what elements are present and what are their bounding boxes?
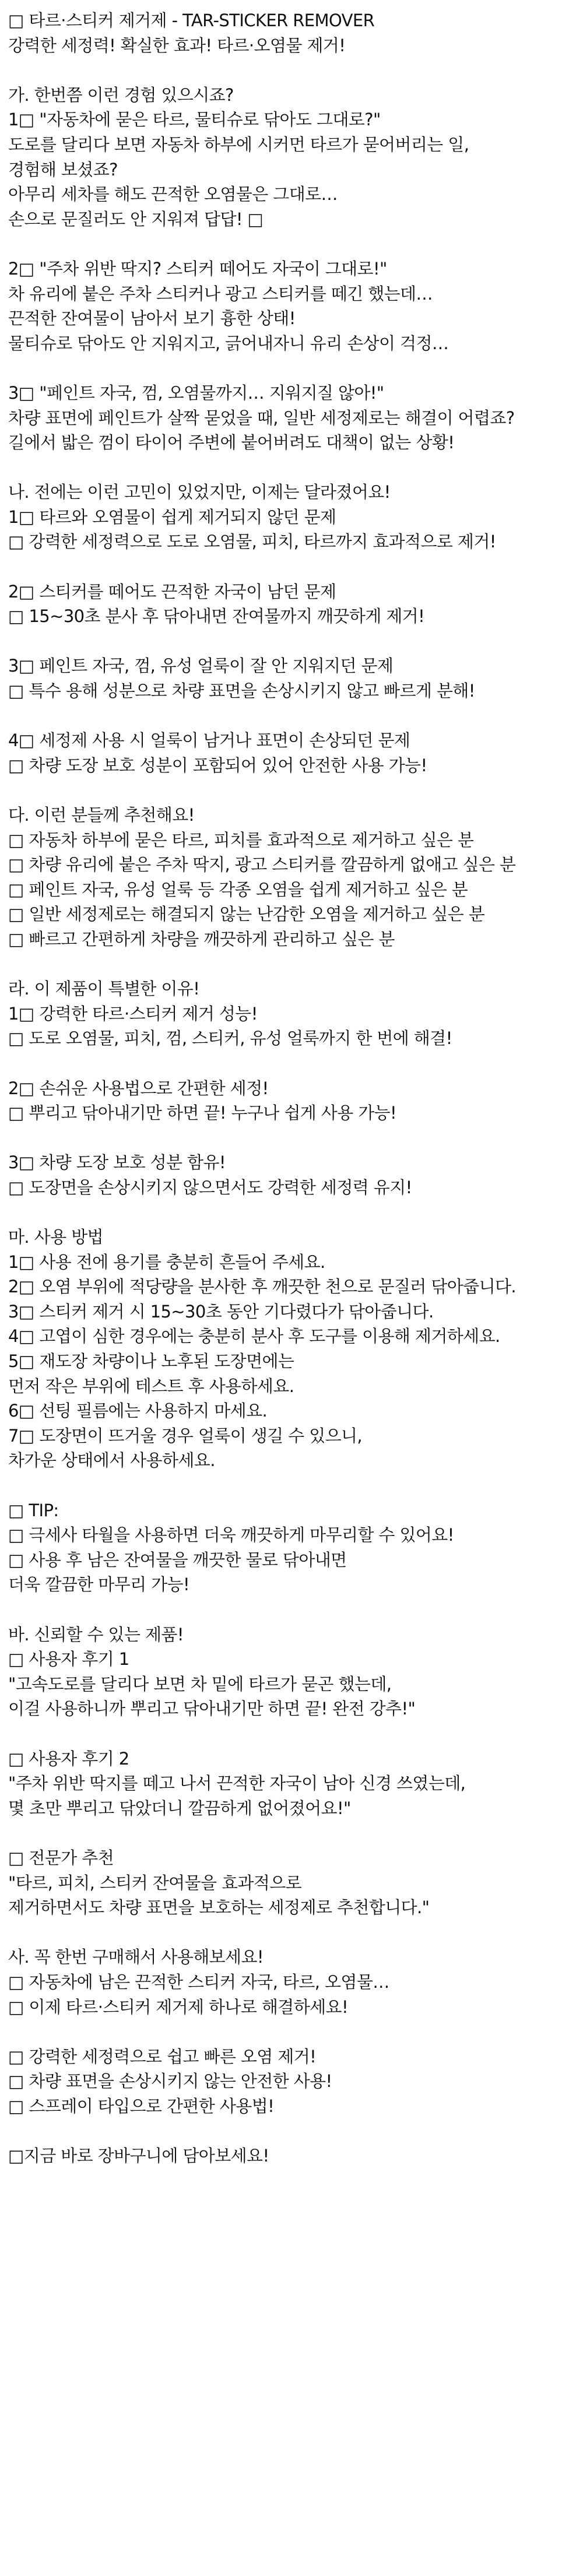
text-line: 1□ "자동차에 묻은 타르, 물티슈로 닦아도 그대로?" (8, 110, 381, 130)
blank-line (8, 1051, 583, 1076)
blank-line (8, 952, 583, 977)
text-line: 몇 초만 뿌리고 닦았더니 깔끔하게 없어졌어요!" (8, 1798, 351, 1818)
text-line: □ 차량 도장 보호 성분이 포함되어 있어 안전한 사용 가능! (8, 755, 427, 775)
text-line: 7□ 도장면이 뜨거울 경우 얼룩이 생길 수 있으니, (8, 1425, 363, 1446)
text-line: 1□ 사용 전에 용기를 충분히 흔들어 주세요. (8, 1252, 325, 1272)
text-line: 먼저 작은 부위에 테스트 후 사용하세요. (8, 1376, 294, 1396)
text-line: 이걸 사용하니까 뿌리고 닦아내기만 하면 끝! 완전 강추!" (8, 1699, 416, 1719)
text-line: 끈적한 잔여물이 남아서 보기 흉한 상태! (8, 308, 296, 329)
text-line: 나. 전에는 이런 고민이 있었지만, 이제는 달라졌어요! (8, 482, 391, 502)
blank-line (8, 455, 583, 480)
blank-line (8, 1126, 583, 1151)
text-line: 차가운 상태에서 사용하세요. (8, 1450, 215, 1471)
text-line: □ 일반 세정제로는 해결되지 않는 난감한 오염을 제거하고 싶은 분 (8, 904, 485, 925)
text-line: □ 스프레이 타입으로 간편한 사용법! (8, 2096, 275, 2116)
blank-line (8, 778, 583, 803)
text-line: 차량 표면에 페인트가 살짝 묻었을 때, 일반 세정제로는 해결이 어렵죠? (8, 407, 515, 428)
text-line: 3□ "페인트 자국, 껌, 오염물까지… 지워지질 않아!" (8, 382, 384, 403)
text-line: 제거하면서도 차량 표면을 보호하는 세정제로 추천합니다." (8, 1897, 430, 1918)
text-line: 2□ "주차 위반 딱지? 스티커 떼어도 자국이 그대로!" (8, 258, 387, 279)
text-line: "타르, 피치, 스티커 잔여물을 효과적으로 (8, 1872, 302, 1893)
text-line: 마. 사용 방법 (8, 1227, 103, 1247)
text-line: 1□ 타르와 오염물이 쉽게 제거되지 않던 문제 (8, 507, 336, 527)
text-line: 다. 이런 분들께 추천해요! (8, 805, 195, 825)
text-line: □ 페인트 자국, 유성 얼룩 등 각종 오염을 쉽게 제거하고 싶은 분 (8, 879, 468, 899)
text-line: 4□ 세정제 사용 시 얼룩이 남거나 표면이 손상되던 문제 (8, 730, 410, 751)
text-line: □ 자동차 하부에 묻은 타르, 피치를 효과적으로 제거하고 싶은 분 (8, 830, 474, 850)
text-line: □ 도장면을 손상시키지 않으면서도 강력한 세정력 유지! (8, 1177, 412, 1197)
text-line: □ 강력한 세정력으로 도로 오염물, 피치, 타르까지 효과적으로 제거! (8, 532, 496, 552)
blank-line (8, 1597, 583, 1622)
text-line: □ 차량 유리에 붙은 주차 딱지, 광고 스티커를 깔끔하게 없애고 싶은 분 (8, 855, 516, 875)
text-line: 사. 꼭 한번 구매해서 사용해보세요! (8, 1947, 264, 1967)
text-line: □ 도로 오염물, 피치, 껌, 스티커, 유성 얼룩까지 한 번에 해결! (8, 1028, 452, 1049)
text-line: 2□ 스티커를 떼어도 끈적한 자국이 남던 문제 (8, 581, 336, 602)
blank-line (8, 356, 583, 381)
text-line: 도로를 달리다 보면 자동차 하부에 시커먼 타르가 묻어버리는 일, (8, 134, 469, 154)
blank-line (8, 1821, 583, 1846)
text-line: □ 차량 표면을 손상시키지 않는 안전한 사용! (8, 2071, 332, 2092)
text-line: 바. 신뢰할 수 있는 제품! (8, 1624, 184, 1644)
text-line: 아무리 세차를 해도 끈적한 오염물은 그대로… (8, 184, 338, 205)
text-line: □ 자동차에 남은 끈적한 스티커 자국, 타르, 오염물… (8, 1971, 389, 1992)
text-line: □ 전문가 추천 (8, 1847, 114, 1868)
blank-line (8, 629, 583, 654)
text-line: 3□ 차량 도장 보호 성분 함유! (8, 1152, 226, 1173)
text-line: □ 빠르고 간편하게 차량을 깨끗하게 관리하고 싶은 분 (8, 929, 395, 949)
text-line: 4□ 고엽이 심한 경우에는 충분히 분사 후 도구를 이용해 제거하세요. (8, 1326, 500, 1347)
text-line: 손으로 문질러도 안 지워져 답답! □ (8, 209, 264, 229)
text-line: 6□ 선팅 필름에는 사용하지 마세요. (8, 1401, 268, 1421)
blank-line (8, 1920, 583, 1945)
text-line: 강력한 세정력! 확실한 효과! 타르·오염물 제거! (8, 35, 346, 55)
text-line: 5□ 재도장 차량이나 노후된 도장면에는 (8, 1351, 294, 1372)
blank-line (8, 554, 583, 579)
text-line: 물티슈로 닦아도 안 지워지고, 긁어내자니 유리 손상이 걱정… (8, 333, 449, 353)
blank-line (8, 704, 583, 729)
text-line: □ 타르·스티커 제거제 - TAR-STICKER REMOVER (8, 10, 375, 30)
text-line: □ 뿌리고 닦아내기만 하면 끝! 누구나 쉽게 사용 가능! (8, 1103, 397, 1123)
text-line: "고속도로를 달리다 보면 차 밑에 타르가 묻곤 했는데, (8, 1674, 392, 1694)
text-line: □ 극세사 타월을 사용하면 더욱 깨끗하게 마무리할 수 있어요! (8, 1525, 454, 1545)
blank-line (8, 2118, 583, 2143)
text-line: 3□ 스티커 제거 시 15~30초 동안 기다렸다가 닦아줍니다. (8, 1301, 434, 1322)
blank-line (8, 58, 583, 83)
blank-line (8, 1473, 583, 1498)
blank-line (8, 2019, 583, 2044)
text-line: 더욱 깔끔한 마무리 가능! (8, 1575, 190, 1595)
text-line: □ TIP: (8, 1500, 59, 1520)
text-line: 3□ 페인트 자국, 껌, 유성 얼룩이 잘 안 지워지던 문제 (8, 656, 394, 676)
text-line: 길에서 밟은 껌이 타이어 주변에 붙어버려도 대책이 없는 상황! (8, 433, 455, 453)
text-line: "주차 위반 딱지를 떼고 나서 끈적한 자국이 남아 신경 쓰였는데, (8, 1773, 466, 1794)
text-line: □ 사용자 후기 1 (8, 1649, 129, 1670)
blank-line (8, 1200, 583, 1225)
text-line: □ 강력한 세정력으로 쉽고 빠른 오염 제거! (8, 2046, 317, 2067)
text-line: □ 이제 타르·스티커 제거제 하나로 해결하세요! (8, 1997, 348, 2017)
text-line: 가. 한번쯤 이런 경험 있으시죠? (8, 85, 234, 105)
text-line: 차 유리에 붙은 주차 스티커나 광고 스티커를 떼긴 했는데… (8, 283, 433, 304)
text-line: □ 사용자 후기 2 (8, 1748, 129, 1769)
text-line: 2□ 오염 부위에 적당량을 분사한 후 깨끗한 천으로 문질러 닦아줍니다. (8, 1277, 517, 1297)
text-line: 라. 이 제품이 특별한 이유! (8, 979, 200, 999)
text-line: □ 15~30초 분사 후 닦아내면 잔여물까지 깨끗하게 제거! (8, 606, 425, 627)
blank-line (8, 1721, 583, 1746)
text-line: □ 사용 후 남은 잔여물을 깨끗한 물로 닦아내면 (8, 1549, 347, 1570)
blank-line (8, 231, 583, 256)
text-line: □ 특수 용해 성분으로 차량 표면을 손상시키지 않고 빠르게 분해! (8, 681, 475, 701)
text-line: 1□ 강력한 타르·스티커 제거 성능! (8, 1003, 258, 1024)
text-line: 경험해 보셨죠? (8, 159, 118, 180)
text-line: 2□ 손쉬운 사용법으로 간편한 세정! (8, 1078, 269, 1098)
text-line: □지금 바로 장바구니에 담아보세요! (8, 2146, 269, 2166)
